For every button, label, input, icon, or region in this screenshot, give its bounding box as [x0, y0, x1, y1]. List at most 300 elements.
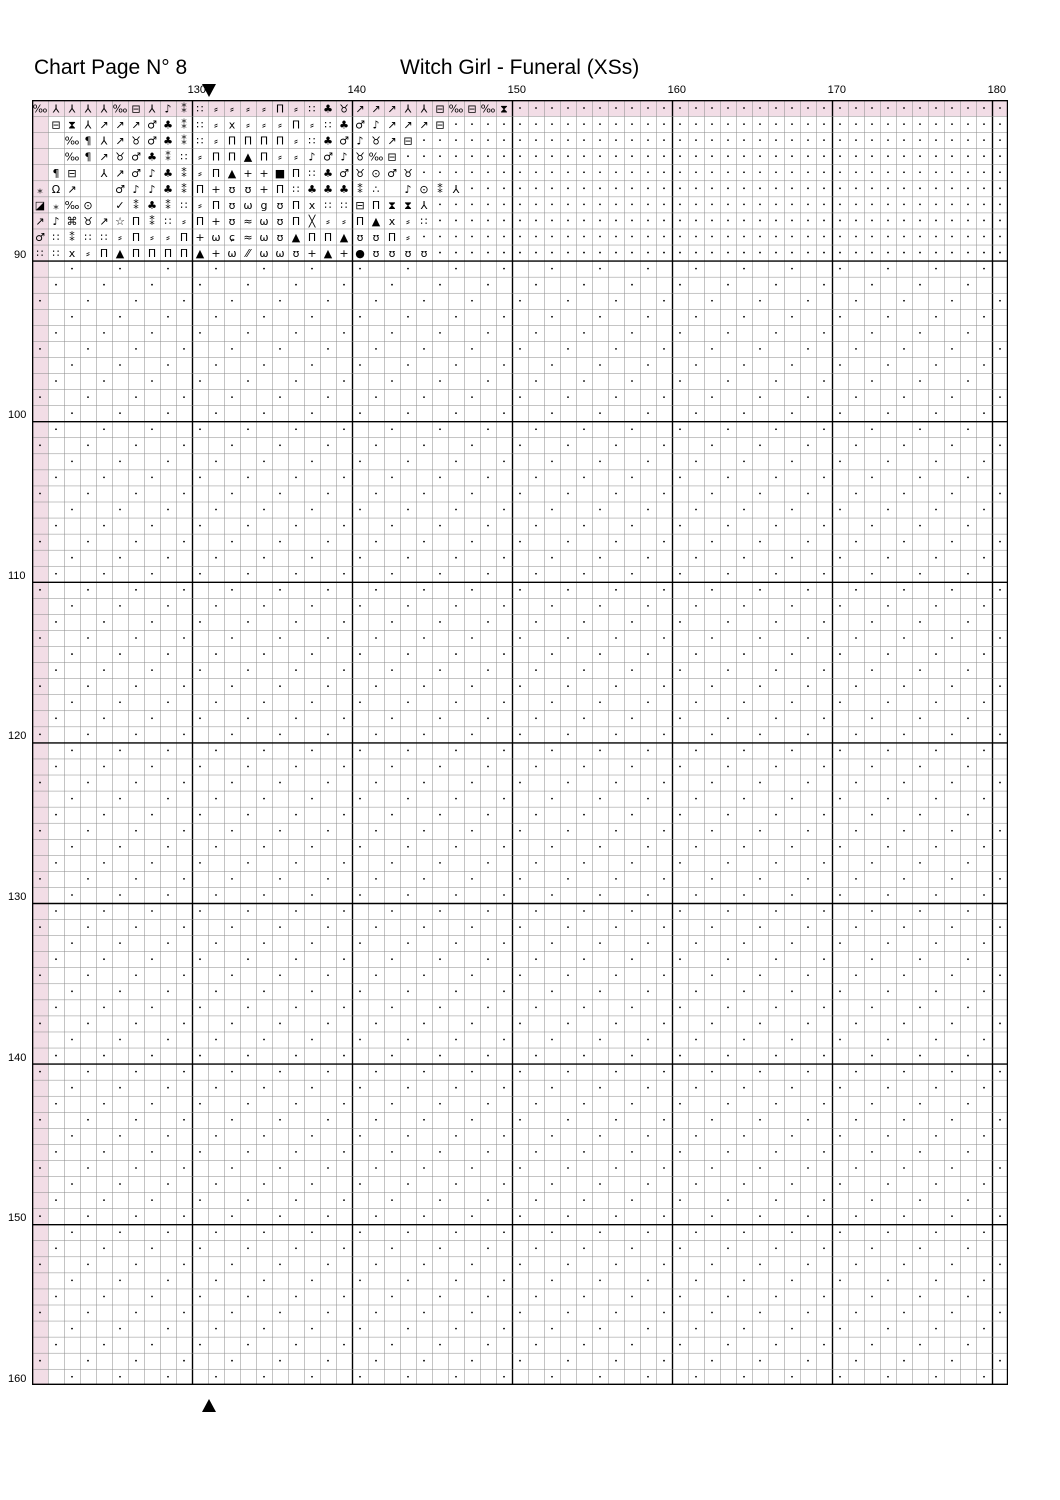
stitch-dot	[135, 974, 137, 976]
stitch-dot	[503, 605, 505, 607]
stitch-dot	[279, 637, 281, 639]
stitch-dot	[439, 1199, 441, 1201]
stitch-symbol: ʊ	[372, 247, 380, 261]
stitch-dot	[839, 990, 841, 992]
stitch-dot	[103, 1344, 105, 1346]
stitch-dot	[55, 862, 57, 864]
stitch-dot	[759, 139, 761, 141]
stitch-dot	[471, 236, 473, 238]
stitch-dot	[503, 1328, 505, 1330]
stitch-dot	[967, 284, 969, 286]
stitch-dot	[471, 589, 473, 591]
stitch-dot	[407, 605, 409, 607]
stitch-dot	[807, 171, 809, 173]
stitch-dot	[663, 300, 665, 302]
stitch-dot	[679, 380, 681, 382]
stitch-dot	[951, 926, 953, 928]
stitch-dot	[375, 637, 377, 639]
stitch-dot	[615, 187, 617, 189]
stitch-dot	[855, 171, 857, 173]
stitch-dot	[791, 155, 793, 157]
stitch-dot	[471, 187, 473, 189]
stitch-dot	[919, 1296, 921, 1298]
stitch-symbol: ʊ	[420, 247, 428, 261]
stitch-symbol: +	[211, 214, 221, 228]
stitch-dot	[935, 412, 937, 414]
stitch-dot	[791, 1231, 793, 1233]
stitch-symbol: Π	[371, 198, 381, 212]
stitch-dot	[807, 107, 809, 109]
stitch-dot	[567, 252, 569, 254]
stitch-dot	[583, 123, 585, 125]
stitch-dot	[743, 171, 745, 173]
stitch-dot	[679, 236, 681, 238]
stitch-dot	[215, 1135, 217, 1137]
stitch-dot	[455, 460, 457, 462]
stitch-dot	[71, 1039, 73, 1041]
stitch-dot	[215, 1328, 217, 1330]
stitch-dot	[439, 1296, 441, 1298]
stitch-dot	[887, 268, 889, 270]
stitch-dot	[855, 300, 857, 302]
stitch-dot	[135, 1215, 137, 1217]
stitch-symbol: ⧗	[404, 198, 412, 212]
stitch-dot	[903, 139, 905, 141]
stitch-dot	[887, 1376, 889, 1378]
stitch-symbol: ♣	[163, 182, 173, 196]
stitch-dot	[535, 284, 537, 286]
stitch-dot	[135, 1071, 137, 1073]
stitch-symbol: Π	[291, 198, 301, 212]
stitch-dot	[359, 557, 361, 559]
stitch-dot	[647, 107, 649, 109]
stitch-dot	[199, 477, 201, 479]
stitch-symbol: ↗	[115, 134, 125, 148]
stitch-dot	[743, 605, 745, 607]
stitch-dot	[359, 412, 361, 414]
stitch-symbol: ⊟	[387, 150, 397, 164]
stitch-symbol: ∷	[52, 247, 60, 261]
stitch-dot	[823, 155, 825, 157]
stitch-dot	[295, 621, 297, 623]
stitch-dot	[519, 541, 521, 543]
stitch-dot	[519, 187, 521, 189]
stitch-dot	[455, 1087, 457, 1089]
stitch-dot	[359, 1231, 361, 1233]
stitch-dot	[663, 637, 665, 639]
stitch-dot	[423, 782, 425, 784]
stitch-dot	[983, 1183, 985, 1185]
stitch-dot	[807, 203, 809, 205]
stitch-dot	[391, 573, 393, 575]
stitch-dot	[711, 1312, 713, 1314]
stitch-dot	[423, 493, 425, 495]
stitch-dot	[535, 621, 537, 623]
stitch-dot	[583, 171, 585, 173]
stitch-dot	[967, 621, 969, 623]
stitch-dot	[487, 1151, 489, 1153]
stitch-dot	[919, 332, 921, 334]
stitch-dot	[839, 942, 841, 944]
stitch-dot	[311, 605, 313, 607]
stitch-dot	[775, 1199, 777, 1201]
stitch-dot	[983, 1039, 985, 1041]
stitch-dot	[567, 1023, 569, 1025]
stitch-dot	[519, 733, 521, 735]
stitch-dot	[519, 1023, 521, 1025]
stitch-dot	[711, 252, 713, 254]
stitch-dot	[919, 910, 921, 912]
stitch-dot	[695, 268, 697, 270]
stitch-dot	[759, 348, 761, 350]
stitch-dot	[855, 187, 857, 189]
stitch-dot	[407, 268, 409, 270]
stitch-dot	[551, 139, 553, 141]
stitch-symbol: ∷	[164, 214, 172, 228]
stitch-dot	[231, 733, 233, 735]
stitch-dot	[647, 139, 649, 141]
stitch-dot	[391, 862, 393, 864]
stitch-dot	[375, 974, 377, 976]
stitch-dot	[487, 1055, 489, 1057]
stitch-dot	[567, 348, 569, 350]
stitch-symbol: ⸗	[166, 231, 170, 245]
stitch-dot	[983, 364, 985, 366]
stitch-dot	[503, 171, 505, 173]
stitch-dot	[135, 1360, 137, 1362]
stitch-dot	[391, 525, 393, 527]
stitch-symbol: ʊ	[228, 198, 236, 212]
stitch-dot	[679, 1247, 681, 1249]
stitch-symbol: ⁑	[437, 182, 443, 196]
stitch-dot	[983, 798, 985, 800]
stitch-dot	[247, 621, 249, 623]
stitch-dot	[583, 139, 585, 141]
stitch-dot	[39, 878, 41, 880]
stitch-dot	[599, 509, 601, 511]
stitch-dot	[471, 203, 473, 205]
stitch-dot	[695, 701, 697, 703]
stitch-dot	[55, 1055, 57, 1057]
stitch-dot	[199, 621, 201, 623]
stitch-dot	[71, 1280, 73, 1282]
stitch-dot	[439, 1151, 441, 1153]
stitch-dot	[759, 220, 761, 222]
stitch-dot	[967, 1247, 969, 1249]
stitch-dot	[343, 284, 345, 286]
stitch-dot	[887, 155, 889, 157]
stitch-dot	[983, 557, 985, 559]
stitch-dot	[439, 332, 441, 334]
stitch-dot	[279, 1167, 281, 1169]
stitch-dot	[967, 958, 969, 960]
stitch-dot	[263, 509, 265, 511]
stitch-symbol: ⸗	[214, 102, 218, 116]
stitch-symbol: ⅄	[420, 102, 428, 116]
stitch-dot	[519, 1215, 521, 1217]
stitch-dot	[631, 171, 633, 173]
stitch-dot	[263, 846, 265, 848]
stitch-dot	[39, 685, 41, 687]
stitch-symbol: ⅄	[52, 102, 60, 116]
stitch-dot	[871, 717, 873, 719]
stitch-dot	[951, 541, 953, 543]
stitch-symbol: ♂	[355, 118, 365, 132]
stitch-dot	[375, 878, 377, 880]
stitch-dot	[871, 1103, 873, 1105]
stitch-dot	[535, 236, 537, 238]
stitch-dot	[119, 1135, 121, 1137]
stitch-dot	[455, 252, 457, 254]
stitch-symbol: Π	[291, 214, 301, 228]
stitch-symbol: ♣	[163, 166, 173, 180]
stitch-dot	[919, 1151, 921, 1153]
stitch-dot	[679, 171, 681, 173]
stitch-dot	[759, 493, 761, 495]
stitch-dot	[55, 1006, 57, 1008]
stitch-dot	[919, 107, 921, 109]
stitch-dot	[743, 1231, 745, 1233]
stitch-dot	[295, 525, 297, 527]
stitch-dot	[167, 1135, 169, 1137]
stitch-dot	[87, 1360, 89, 1362]
stitch-dot	[823, 203, 825, 205]
stitch-dot	[103, 1006, 105, 1008]
stitch-dot	[807, 396, 809, 398]
stitch-dot	[615, 107, 617, 109]
stitch-dot	[663, 220, 665, 222]
stitch-dot	[119, 942, 121, 944]
stitch-symbol: ∷	[196, 102, 204, 116]
stitch-dot	[871, 203, 873, 205]
stitch-dot	[295, 910, 297, 912]
stitch-symbol: ↗	[67, 182, 77, 196]
stitch-dot	[839, 123, 841, 125]
stitch-dot	[311, 750, 313, 752]
stitch-dot	[343, 958, 345, 960]
stitch-dot	[311, 990, 313, 992]
stitch-dot	[519, 236, 521, 238]
stitch-dot	[807, 926, 809, 928]
stitch-dot	[743, 203, 745, 205]
stitch-dot	[919, 814, 921, 816]
stitch-dot	[295, 428, 297, 430]
stitch-dot	[519, 171, 521, 173]
stitch-symbol: ⊟	[403, 134, 413, 148]
stitch-dot	[487, 910, 489, 912]
stitch-dot	[695, 1280, 697, 1282]
stitch-dot	[759, 1023, 761, 1025]
stitch-dot	[871, 910, 873, 912]
stitch-dot	[647, 220, 649, 222]
stitch-dot	[375, 1119, 377, 1121]
stitch-dot	[903, 1023, 905, 1025]
stitch-dot	[487, 284, 489, 286]
stitch-dot	[407, 1280, 409, 1282]
stitch-dot	[103, 573, 105, 575]
stitch-dot	[727, 1344, 729, 1346]
stitch-dot	[887, 220, 889, 222]
stitch-dot	[311, 460, 313, 462]
stitch-dot	[903, 589, 905, 591]
stitch-dot	[103, 1199, 105, 1201]
stitch-dot	[135, 348, 137, 350]
stitch-dot	[439, 236, 441, 238]
stitch-dot	[823, 477, 825, 479]
stitch-dot	[439, 958, 441, 960]
stitch-dot	[759, 171, 761, 173]
stitch-dot	[823, 573, 825, 575]
stitch-dot	[199, 1344, 201, 1346]
stitch-dot	[551, 203, 553, 205]
stitch-dot	[999, 107, 1001, 109]
stitch-dot	[231, 926, 233, 928]
stitch-dot	[711, 830, 713, 832]
stitch-dot	[759, 637, 761, 639]
stitch-symbol: ⅄	[100, 102, 108, 116]
stitch-dot	[231, 878, 233, 880]
stitch-dot	[935, 509, 937, 511]
stitch-dot	[503, 894, 505, 896]
stitch-dot	[263, 990, 265, 992]
stitch-symbol: ⸗	[150, 231, 154, 245]
stitch-dot	[663, 123, 665, 125]
stitch-dot	[439, 428, 441, 430]
stitch-dot	[983, 268, 985, 270]
stitch-dot	[519, 123, 521, 125]
stitch-dot	[951, 974, 953, 976]
stitch-dot	[871, 139, 873, 141]
stitch-symbol: ʊ	[276, 214, 284, 228]
stitch-dot	[551, 509, 553, 511]
stitch-dot	[55, 284, 57, 286]
stitch-dot	[951, 733, 953, 735]
stitch-dot	[87, 1263, 89, 1265]
stitch-dot	[663, 203, 665, 205]
stitch-dot	[727, 220, 729, 222]
stitch-dot	[775, 155, 777, 157]
stitch-dot	[487, 621, 489, 623]
stitch-dot	[167, 1328, 169, 1330]
stitch-dot	[247, 380, 249, 382]
stitch-dot	[983, 236, 985, 238]
stitch-dot	[39, 1215, 41, 1217]
stitch-dot	[775, 525, 777, 527]
stitch-dot	[151, 910, 153, 912]
stitch-dot	[519, 1167, 521, 1169]
stitch-dot	[151, 380, 153, 382]
stitch-dot	[871, 123, 873, 125]
stitch-dot	[999, 1071, 1001, 1073]
stitch-dot	[839, 139, 841, 141]
stitch-dot	[519, 300, 521, 302]
stitch-symbol: ♪	[372, 118, 380, 132]
stitch-symbol: ♂	[339, 166, 349, 180]
stitch-dot	[887, 653, 889, 655]
stitch-dot	[599, 990, 601, 992]
stitch-dot	[903, 926, 905, 928]
stitch-dot	[631, 332, 633, 334]
stitch-dot	[551, 187, 553, 189]
stitch-dot	[663, 155, 665, 157]
stitch-symbol: Π	[99, 247, 109, 261]
stitch-dot	[631, 1055, 633, 1057]
stitch-symbol: ⸗	[294, 134, 298, 148]
stitch-dot	[967, 1199, 969, 1201]
stitch-dot	[695, 1087, 697, 1089]
stitch-symbol: ♂	[387, 166, 397, 180]
stitch-dot	[487, 958, 489, 960]
stitch-dot	[567, 541, 569, 543]
stitch-dot	[631, 717, 633, 719]
stitch-dot	[711, 493, 713, 495]
stitch-dot	[967, 380, 969, 382]
stitch-dot	[199, 1151, 201, 1153]
stitch-dot	[359, 268, 361, 270]
column-number-label: 150	[507, 84, 526, 96]
stitch-dot	[39, 300, 41, 302]
stitch-dot	[855, 348, 857, 350]
stitch-dot	[695, 364, 697, 366]
stitch-dot	[631, 1247, 633, 1249]
stitch-dot	[39, 1360, 41, 1362]
stitch-symbol: ●	[355, 247, 365, 261]
stitch-dot	[903, 203, 905, 205]
stitch-dot	[119, 894, 121, 896]
stitch-dot	[151, 814, 153, 816]
stitch-dot	[567, 1167, 569, 1169]
stitch-dot	[647, 316, 649, 318]
stitch-dot	[119, 1328, 121, 1330]
stitch-dot	[263, 412, 265, 414]
stitch-dot	[615, 1071, 617, 1073]
stitch-dot	[455, 990, 457, 992]
stitch-dot	[839, 1231, 841, 1233]
stitch-dot	[695, 557, 697, 559]
stitch-symbol: ‰	[32, 102, 48, 116]
stitch-dot	[887, 1280, 889, 1282]
stitch-symbol: ♂	[131, 166, 141, 180]
row-number-label: 110	[8, 569, 26, 582]
column-number-label: 170	[827, 84, 846, 96]
stitch-dot	[567, 203, 569, 205]
stitch-dot	[439, 139, 441, 141]
stitch-symbol: ∷	[340, 198, 348, 212]
stitch-dot	[631, 107, 633, 109]
stitch-dot	[727, 669, 729, 671]
stitch-dot	[775, 139, 777, 141]
stitch-dot	[263, 653, 265, 655]
stitch-dot	[823, 123, 825, 125]
stitch-dot	[663, 1071, 665, 1073]
stitch-dot	[679, 1199, 681, 1201]
stitch-dot	[887, 364, 889, 366]
stitch-dot	[887, 412, 889, 414]
stitch-dot	[119, 605, 121, 607]
stitch-dot	[871, 284, 873, 286]
stitch-dot	[359, 1183, 361, 1185]
stitch-dot	[279, 1215, 281, 1217]
stitch-dot	[55, 814, 57, 816]
stitch-dot	[855, 637, 857, 639]
stitch-dot	[679, 1103, 681, 1105]
stitch-dot	[695, 798, 697, 800]
stitch-dot	[663, 236, 665, 238]
stitch-dot	[503, 203, 505, 205]
stitch-dot	[183, 300, 185, 302]
stitch-dot	[407, 1231, 409, 1233]
stitch-dot	[519, 1119, 521, 1121]
